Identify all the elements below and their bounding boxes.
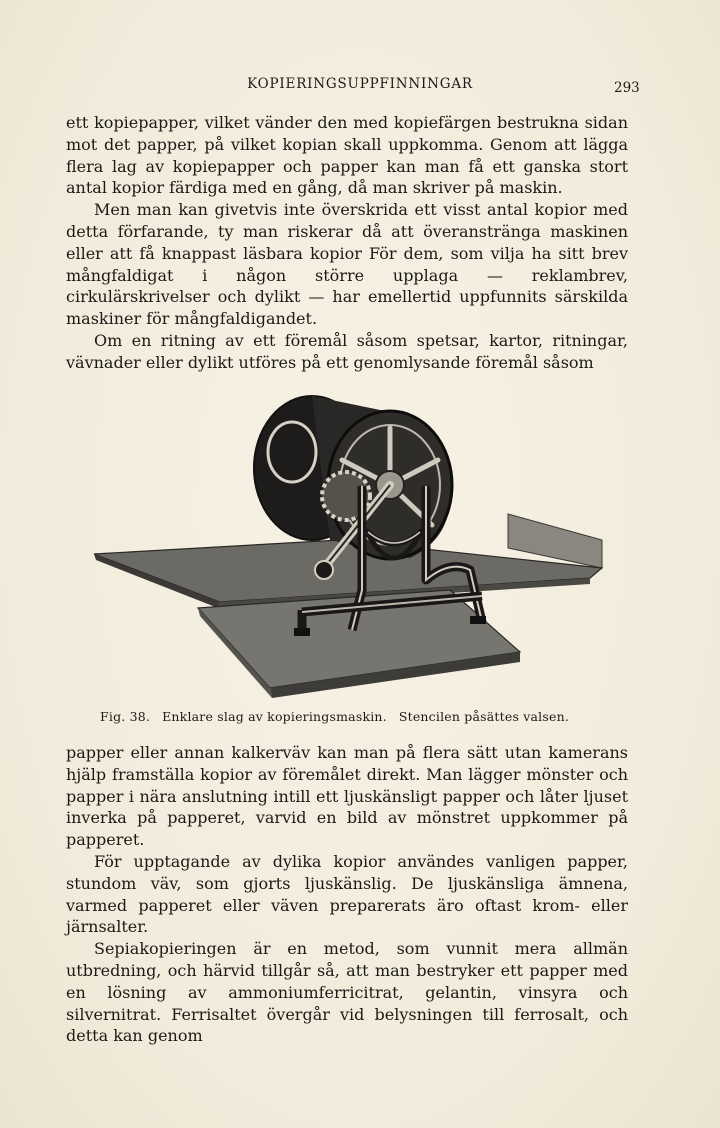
figure-copying-machine: [90, 390, 610, 710]
copying-machine-illustration: [90, 390, 610, 710]
page-number: 293: [614, 80, 640, 96]
paragraph: ett kopiepapper, vilket vänder den med kopiefärgen bestrukna sidan mot det papper, på vilket kopian skall uppkomma. Genom att lägga flera lag av kopiepapper och papper kan man få ett ganska stort antal kopior färdiga med en gång, då man skriver på maskin.: [66, 113, 628, 198]
paragraph: Om en ritning av ett föremål såsom spetsar, kartor, ritningar, vävnader eller dylikt utföres på ett genomlysande föremål såsom: [66, 330, 628, 372]
running-title: KOPIERINGSUPPFINNINGAR: [247, 76, 473, 92]
paragraph: Sepiakopieringen är en metod, som vunnit mera allmän utbredning, och härvid tillgår så, att man bestryker ett papper med en lösning av ammoniumferricitrat, gelantin, vinsyra och silvernitrat. Ferrisaltet övergår vid belysningen till ferrosalt, och detta kan genom: [66, 939, 628, 1046]
paragraph: Men man kan givetvis inte överskrida ett visst antal kopior med detta förfarande, ty man riskerar då att överanstränga maskinen eller att få knappast läsbara kopior För dem, som vilja ha sitt brev mångfaldigat i någon större upplaga — reklambrev, cirkulärskrivelser och dylikt — har emellertid uppfunnits särskilda maskiner för mångfaldigandet.: [66, 200, 628, 329]
caption-main: Enklare slag av kopieringsmaskin.: [162, 709, 387, 724]
paragraph: För upptagande av dylika kopior användes vanligen papper, stundom väv, som gjorts ljuskänslig. De ljuskänsliga ämnena, varmed papperet eller väven preparerats äro oftast krom- eller järnsalter.: [66, 851, 628, 937]
text-block-top: [66, 112, 628, 374]
figure-number: Fig. 38.: [100, 709, 151, 724]
text-block-bottom: [66, 742, 628, 1047]
paragraph: papper eller annan kalkerväv kan man på flera sätt utan kamerans hjälp framställa kopior av föremålet direkt. Man lägger mönster och papper i nära anslutning intill ett ljuskänsligt papper och låter ljuset inverka på papperet, varvid en bild av mönstret uppkommer på papperet.: [66, 743, 628, 850]
caption-note: Stencilen påsättes valsen.: [398, 709, 569, 724]
figure-caption: [100, 709, 620, 724]
